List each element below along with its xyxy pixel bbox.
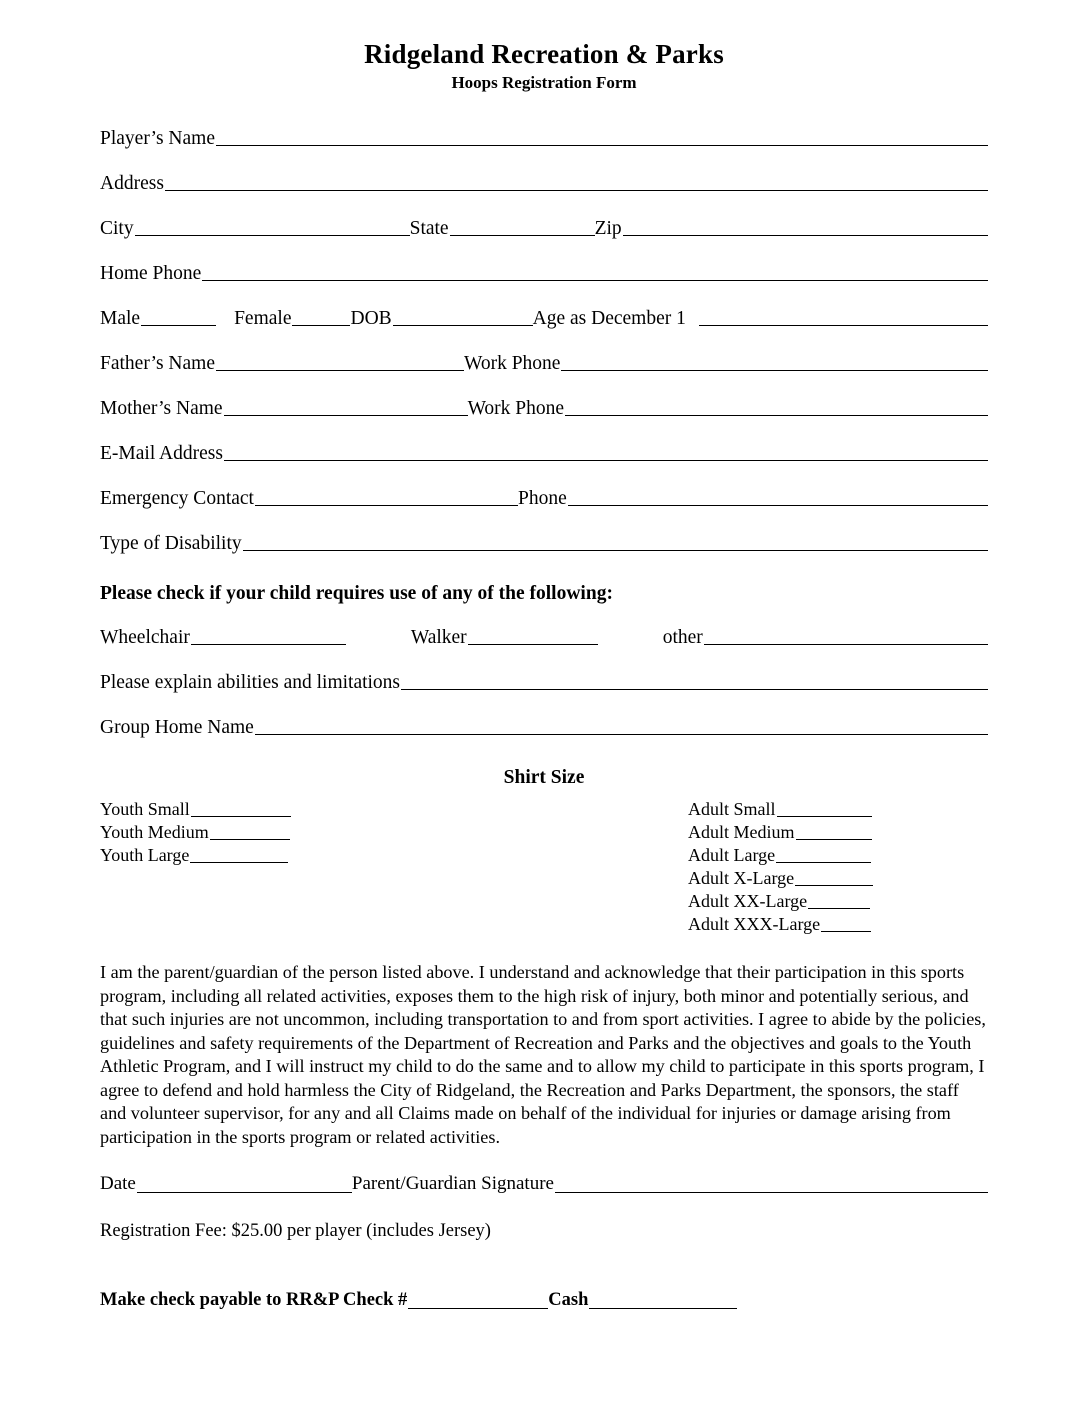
state-label: State <box>409 217 449 239</box>
group-home-label: Group Home Name <box>100 716 254 738</box>
make-check-payable-label: Make check payable to RR&P Check # <box>100 1290 408 1311</box>
shirt-size-section <box>100 795 988 933</box>
check-number-input[interactable] <box>408 1293 548 1309</box>
address-label: Address <box>100 172 164 194</box>
field-city-state-zip <box>100 218 988 238</box>
signature-row <box>100 1173 988 1195</box>
age-as-label: Age as December 1 <box>532 307 686 329</box>
emergency-phone-input[interactable] <box>568 488 988 506</box>
shirt-option-adult-xxlarge[interactable] <box>688 892 988 910</box>
home-phone-label: Home Phone <box>100 262 202 284</box>
mother-work-phone-label: Work Phone <box>467 397 565 419</box>
field-explain-abilities <box>100 672 988 692</box>
city-label: City <box>100 217 134 239</box>
page-subtitle: Hoops Registration Form <box>451 72 637 92</box>
mothers-name-input[interactable] <box>224 398 468 416</box>
fathers-name-input[interactable] <box>216 353 464 371</box>
emergency-contact-input[interactable] <box>255 488 518 506</box>
player-name-label: Player’s Name <box>100 127 215 149</box>
explain-abilities-input[interactable] <box>401 672 988 690</box>
female-label: Female <box>234 307 292 329</box>
mothers-name-label: Mother’s Name <box>100 397 223 419</box>
youth-small-input[interactable] <box>191 801 291 817</box>
adult-medium-label: Adult Medium <box>688 822 795 843</box>
adult-large-label: Adult Large <box>688 845 776 866</box>
emergency-phone-label: Phone <box>517 487 567 509</box>
accessibility-heading: Please check if your child requires use of any of the following: <box>100 583 613 605</box>
youth-small-label: Youth Small <box>100 799 190 820</box>
adult-xlarge-input[interactable] <box>795 870 873 886</box>
walker-input[interactable] <box>468 627 598 645</box>
male-label: Male <box>100 307 141 329</box>
disability-label: Type of Disability <box>100 532 242 554</box>
page-title: Ridgeland Recreation & Parks <box>364 39 724 69</box>
adult-sizes-column <box>688 795 988 933</box>
group-home-input[interactable] <box>255 717 988 735</box>
shirt-option-adult-xxxlarge[interactable] <box>688 915 988 933</box>
wheelchair-label: Wheelchair <box>100 626 190 648</box>
shirt-size-heading: Shirt Size <box>503 767 585 789</box>
shirt-option-adult-xlarge[interactable] <box>688 869 988 887</box>
field-emergency-contact <box>100 488 988 508</box>
other-input[interactable] <box>704 627 988 645</box>
email-input[interactable] <box>224 443 988 461</box>
waiver-text: I am the parent/guardian of the person listed above. I understand and acknowledge that their participation in this sports program, including all related activities, exposes them to the high risk of injury, both minor and potentially serious, and that such injuries are not uncommon, including transportation to and from sport activities. I agree to abide by the policies, guidelines and safety requirements of the Department of Recreation and Parks and the objectives and goals to the Youth Athletic Program, and I will instruct my child to do the same and to allow my child to participate in this sports program, I agree to defend and hold harmless the City of Ridgeland, the Recreation and Parks Department, the sponsors, the staff and volunteer supervisor, for any and all Claims made on behalf of the individual for injuries or damage arising from participation in the sports program or related activities. <box>100 962 986 1147</box>
date-label: Date <box>100 1173 136 1195</box>
registration-fee-text: Registration Fee: $25.00 per player (includes Jersey) <box>100 1221 491 1242</box>
explain-abilities-label: Please explain abilities and limitations <box>100 671 401 693</box>
parent-signature-input[interactable] <box>555 1175 988 1193</box>
wheelchair-input[interactable] <box>191 627 346 645</box>
shirt-option-adult-medium[interactable] <box>688 823 988 841</box>
adult-xxxlarge-label: Adult XXX-Large <box>688 914 821 935</box>
cash-input[interactable] <box>589 1293 737 1309</box>
zip-label: Zip <box>594 217 622 239</box>
email-label: E-Mail Address <box>100 442 223 464</box>
adult-small-input[interactable] <box>777 801 872 817</box>
parent-signature-label: Parent/Guardian Signature <box>351 1173 554 1195</box>
father-work-phone-label: Work Phone <box>463 352 561 374</box>
father-work-phone-input[interactable] <box>561 353 988 371</box>
adult-small-label: Adult Small <box>688 799 776 820</box>
adult-medium-input[interactable] <box>796 824 872 840</box>
field-group-home-name <box>100 717 988 737</box>
youth-large-input[interactable] <box>190 847 288 863</box>
field-home-phone <box>100 263 988 283</box>
shirt-option-adult-small[interactable] <box>688 800 988 818</box>
youth-medium-label: Youth Medium <box>100 822 209 843</box>
adult-xxlarge-input[interactable] <box>808 893 870 909</box>
youth-large-label: Youth Large <box>100 845 190 866</box>
shirt-option-youth-medium[interactable] <box>100 823 291 841</box>
dob-label: DOB <box>350 307 392 329</box>
age-input[interactable] <box>699 308 988 326</box>
male-checkbox-line[interactable] <box>141 308 216 326</box>
emergency-contact-label: Emergency Contact <box>100 487 254 509</box>
disability-input[interactable] <box>243 533 988 551</box>
state-input[interactable] <box>450 218 595 236</box>
youth-medium-input[interactable] <box>210 824 290 840</box>
mother-work-phone-input[interactable] <box>565 398 988 416</box>
dob-input[interactable] <box>393 308 533 326</box>
field-mobility-aids <box>100 627 988 647</box>
adult-xlarge-label: Adult X-Large <box>688 868 795 889</box>
city-input[interactable] <box>135 218 410 236</box>
adult-xxxlarge-input[interactable] <box>821 916 871 932</box>
shirt-option-youth-large[interactable] <box>100 846 291 864</box>
fathers-name-label: Father’s Name <box>100 352 215 374</box>
payment-row <box>100 1290 988 1311</box>
adult-xxlarge-label: Adult XX-Large <box>688 891 808 912</box>
zip-input[interactable] <box>623 218 988 236</box>
shirt-option-adult-large[interactable] <box>688 846 988 864</box>
field-player-name <box>100 128 988 148</box>
player-name-input[interactable] <box>216 128 988 146</box>
field-mothers-name <box>100 398 988 418</box>
female-checkbox-line[interactable] <box>292 308 350 326</box>
home-phone-input[interactable] <box>202 263 988 281</box>
youth-sizes-column <box>100 795 291 933</box>
field-email <box>100 443 988 463</box>
field-address <box>100 173 988 193</box>
field-gender-dob-age <box>100 308 988 328</box>
adult-large-input[interactable] <box>776 847 871 863</box>
field-fathers-name <box>100 353 988 373</box>
walker-label: Walker <box>410 626 467 648</box>
field-disability <box>100 533 988 553</box>
address-input[interactable] <box>165 173 988 191</box>
other-label: other <box>662 626 703 648</box>
date-input[interactable] <box>137 1175 352 1193</box>
shirt-option-youth-small[interactable] <box>100 800 291 818</box>
cash-label: Cash <box>548 1290 589 1311</box>
